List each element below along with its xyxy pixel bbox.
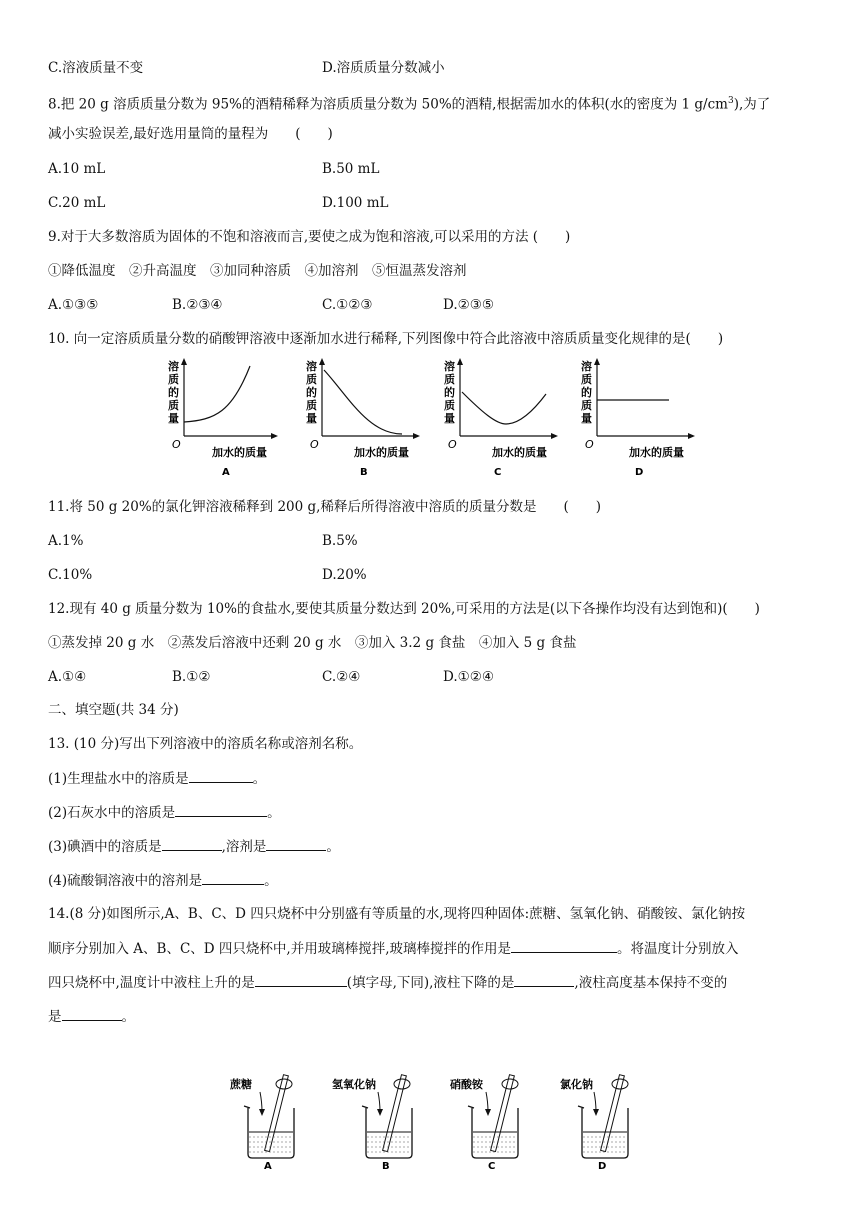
q13-part4 — [48, 870, 278, 891]
q14-stem-line2 — [48, 938, 739, 959]
beaker-c-solid-label: 硝酸铵 — [450, 1078, 483, 1091]
beaker-a-body — [248, 1108, 294, 1158]
graph-b-letter: B — [360, 467, 368, 478]
q14-line4-end: 。 — [121, 1009, 135, 1025]
graph-a-curve — [184, 366, 250, 422]
q13-blank-4[interactable] — [266, 836, 326, 851]
q14-line4-text: 是 — [48, 1009, 62, 1025]
q12-option-d: D.①②④ — [443, 669, 494, 685]
q8-stem-text-end: ),为了 — [733, 96, 771, 113]
q11-option-a: A.1% — [48, 533, 84, 549]
q13-blank-3[interactable] — [162, 836, 222, 851]
beaker-a-letter: A — [264, 1161, 272, 1170]
graph-d-xlabel: 加水的质量 — [629, 446, 684, 459]
beaker-b-body — [366, 1108, 412, 1158]
q13-part3 — [48, 836, 340, 857]
graph-a-y-arrow — [181, 358, 187, 365]
section-title: 二、填空题(共 34 分) — [48, 702, 179, 718]
q8-option-a: A.10 mL — [48, 161, 106, 177]
graph-b-curve — [324, 370, 402, 434]
q8-stem-line2: 减小实验误差,最好选用量筒的量程为 ( ) — [48, 126, 333, 142]
graph-d-ylabel-4: 质 — [581, 399, 592, 412]
beaker-d-stir-arc — [612, 1079, 628, 1089]
q13-part2-text: (2)石灰水中的溶质是 — [48, 805, 176, 821]
graph-b-y-arrow — [319, 358, 325, 365]
q11-stem: 11.将 50 g 20%的氯化钾溶液稀释到 200 g,稀释后所得溶液中溶质的质量分数是 ( ) — [48, 499, 601, 515]
beaker-c — [448, 1070, 538, 1170]
graph-c-ylabel-4: 质 — [444, 399, 455, 412]
q14-blank-1[interactable] — [511, 938, 617, 953]
beaker-b — [332, 1070, 432, 1170]
q13-stem: 13. (10 分)写出下列溶液中的溶质名称或溶剂名称。 — [48, 736, 363, 752]
q14-line2-end: 。将温度计分别放入 — [617, 941, 739, 957]
graph-a-ylabel-2: 质 — [168, 373, 179, 386]
beaker-b-solid-label: 氢氧化钠 — [332, 1078, 376, 1091]
beaker-a-spout — [244, 1106, 250, 1108]
beaker-a-arrowhead — [259, 1109, 265, 1116]
graph-a-x-arrow — [271, 433, 278, 439]
graph-c-origin: O — [448, 438, 457, 451]
q9-option-b: B.②③④ — [172, 297, 223, 313]
beaker-b-spout — [362, 1106, 368, 1108]
q12-option-c: C.②④ — [322, 669, 361, 685]
q14-line2-text: 顺序分别加入 A、B、C、D 四只烧杯中,并用玻璃棒搅拌,玻璃棒搅拌的作用是 — [48, 941, 511, 957]
q13-part3-text: (3)碘酒中的溶质是 — [48, 839, 162, 855]
q12-option-a: A.①④ — [48, 669, 87, 685]
q12-option-b: B.①② — [172, 669, 211, 685]
graph-a-ylabel-1: 溶 — [168, 360, 179, 373]
graph-d-x-arrow — [688, 433, 695, 439]
graph-d-y-arrow — [594, 358, 600, 365]
beaker-d — [558, 1070, 648, 1170]
beaker-b-letter: B — [382, 1161, 390, 1170]
q12-methods: ①蒸发掉 20 g 水 ②蒸发后溶液中还剩 20 g 水 ③加入 3.2 g 食盐 ④加入 5 g 食盐 — [48, 635, 577, 651]
q14-stem-line4 — [48, 1006, 135, 1027]
beaker-d-spout — [578, 1106, 584, 1108]
q8-stem-line1 — [48, 91, 770, 115]
graph-c-ylabel-1: 溶 — [444, 360, 455, 373]
q11-option-d: D.20% — [322, 567, 367, 583]
graph-a-ylabel-3: 的 — [168, 386, 179, 399]
beaker-b-stir-arc — [394, 1079, 410, 1089]
beaker-b-arrowhead — [377, 1109, 383, 1116]
graph-b-x-arrow — [413, 433, 420, 439]
graph-b-ylabel-2: 质 — [306, 373, 317, 386]
graph-c-xlabel: 加水的质量 — [492, 446, 547, 459]
graph-a-ylabel-5: 量 — [168, 412, 179, 425]
graph-a-xlabel: 加水的质量 — [212, 446, 267, 459]
graph-a — [160, 356, 280, 478]
q7-option-c: C.溶液质量不变 — [48, 60, 144, 76]
graph-c-ylabel-5: 量 — [444, 412, 455, 425]
q11-option-b: B.5% — [322, 533, 358, 549]
graph-d — [573, 356, 697, 478]
graph-b-xlabel: 加水的质量 — [354, 446, 409, 459]
beaker-c-letter: C — [488, 1161, 496, 1170]
beaker-c-stir-arc — [502, 1079, 518, 1089]
q13-part4-end: 。 — [264, 873, 278, 889]
q14-line3-end: ,液柱高度基本保持不变的 — [574, 975, 728, 991]
beaker-c-spout — [468, 1106, 474, 1108]
beaker-d-letter: D — [598, 1161, 607, 1170]
beaker-d-solid-label: 氯化钠 — [560, 1078, 593, 1091]
q13-blank-1[interactable] — [189, 768, 253, 783]
graph-b-ylabel-5: 量 — [306, 412, 317, 425]
q13-blank-2[interactable] — [175, 802, 267, 817]
q7-option-d: D.溶质质量分数减小 — [322, 60, 445, 76]
q14-blank-4[interactable] — [62, 1006, 122, 1021]
graph-d-ylabel-2: 质 — [581, 373, 592, 386]
q8-option-b: B.50 mL — [322, 161, 380, 177]
q13-part2 — [48, 802, 281, 823]
graph-d-origin: O — [585, 438, 594, 451]
graph-c-ylabel-2: 质 — [444, 373, 455, 386]
beaker-a-stir-arc — [276, 1079, 292, 1089]
graph-c-letter: C — [494, 467, 502, 478]
q12-stem: 12.现有 40 g 质量分数为 10%的食盐水,要使其质量分数达到 20%,可采用的方法是(以下各操作均没有达到饱和)( ) — [48, 601, 760, 617]
q8-stem-text: 8.把 20 g 溶质质量分数为 95%的酒精稀释为溶质质量分数为 50%的酒精,根据需加水的体积(水的密度为 1 g/cm — [48, 96, 728, 113]
q13-part1-text: (1)生理盐水中的溶质是 — [48, 771, 189, 787]
q8-superscript: 3 — [727, 96, 734, 106]
q14-blank-2[interactable] — [255, 972, 347, 987]
q9-methods: ①降低温度 ②升高温度 ③加同种溶质 ④加溶剂 ⑤恒温蒸发溶剂 — [48, 263, 467, 279]
q11-option-c: C.10% — [48, 567, 93, 583]
graph-d-ylabel-1: 溶 — [581, 360, 592, 373]
graph-b-ylabel-4: 质 — [306, 399, 317, 412]
beaker-d-arrowhead — [593, 1109, 599, 1116]
q14-blank-3[interactable] — [514, 972, 574, 987]
graph-d-ylabel-3: 的 — [581, 386, 592, 399]
q13-part1 — [48, 768, 266, 789]
q13-part1-end: 。 — [252, 771, 267, 787]
graph-c-curve — [462, 392, 546, 424]
graph-b-ylabel-3: 的 — [306, 386, 317, 399]
q14-stem-line3 — [48, 972, 727, 993]
beaker-a-solid-label: 蔗糖 — [230, 1078, 252, 1091]
q13-part4-text: (4)硫酸铜溶液中的溶剂是 — [48, 873, 203, 889]
graph-d-ylabel-5: 量 — [581, 412, 592, 425]
beaker-a — [226, 1070, 310, 1170]
graph-a-ylabel-4: 质 — [168, 399, 179, 412]
q9-option-d: D.②③⑤ — [443, 297, 494, 313]
beaker-c-arrowhead — [485, 1109, 491, 1116]
graph-b-origin: O — [310, 438, 319, 451]
graph-b — [298, 356, 422, 478]
graph-a-letter: A — [222, 467, 230, 478]
graph-d-letter: D — [635, 467, 644, 478]
q14-line3-mid: (填字母,下同),液柱下降的是 — [346, 975, 515, 991]
graph-c-ylabel-3: 的 — [444, 386, 455, 399]
q14-line3-text: 四只烧杯中,温度计中液柱上升的是 — [48, 975, 255, 991]
graph-c-y-arrow — [457, 358, 463, 365]
q10-stem: 10. 向一定溶质质量分数的硝酸钾溶液中逐渐加水进行稀释,下列图像中符合此溶液中溶质质量变化规律的是( ) — [48, 331, 724, 347]
q8-option-c: C.20 mL — [48, 195, 106, 211]
q13-part3-mid: ,溶剂是 — [221, 839, 267, 855]
q9-option-c: C.①②③ — [322, 297, 373, 313]
graph-c-x-arrow — [551, 433, 558, 439]
q9-stem: 9.对于大多数溶质为固体的不饱和溶液而言,要使之成为饱和溶液,可以采用的方法 ( ) — [48, 229, 571, 245]
graph-b-ylabel-1: 溶 — [306, 360, 317, 373]
q9-option-a: A.①③⑤ — [48, 297, 99, 313]
q13-part3-end: 。 — [326, 839, 340, 855]
q8-option-d: D.100 mL — [322, 195, 389, 211]
q14-stem-line1: 14.(8 分)如图所示,A、B、C、D 四只烧杯中分别盛有等质量的水,现将四种固体:蔗糖、氢氧化钠、硝酸铵、氯化钠按 — [48, 906, 746, 922]
q13-blank-5[interactable] — [202, 870, 264, 885]
graph-a-origin: O — [172, 438, 181, 451]
q13-part2-end: 。 — [267, 805, 281, 821]
graph-c — [436, 356, 560, 478]
